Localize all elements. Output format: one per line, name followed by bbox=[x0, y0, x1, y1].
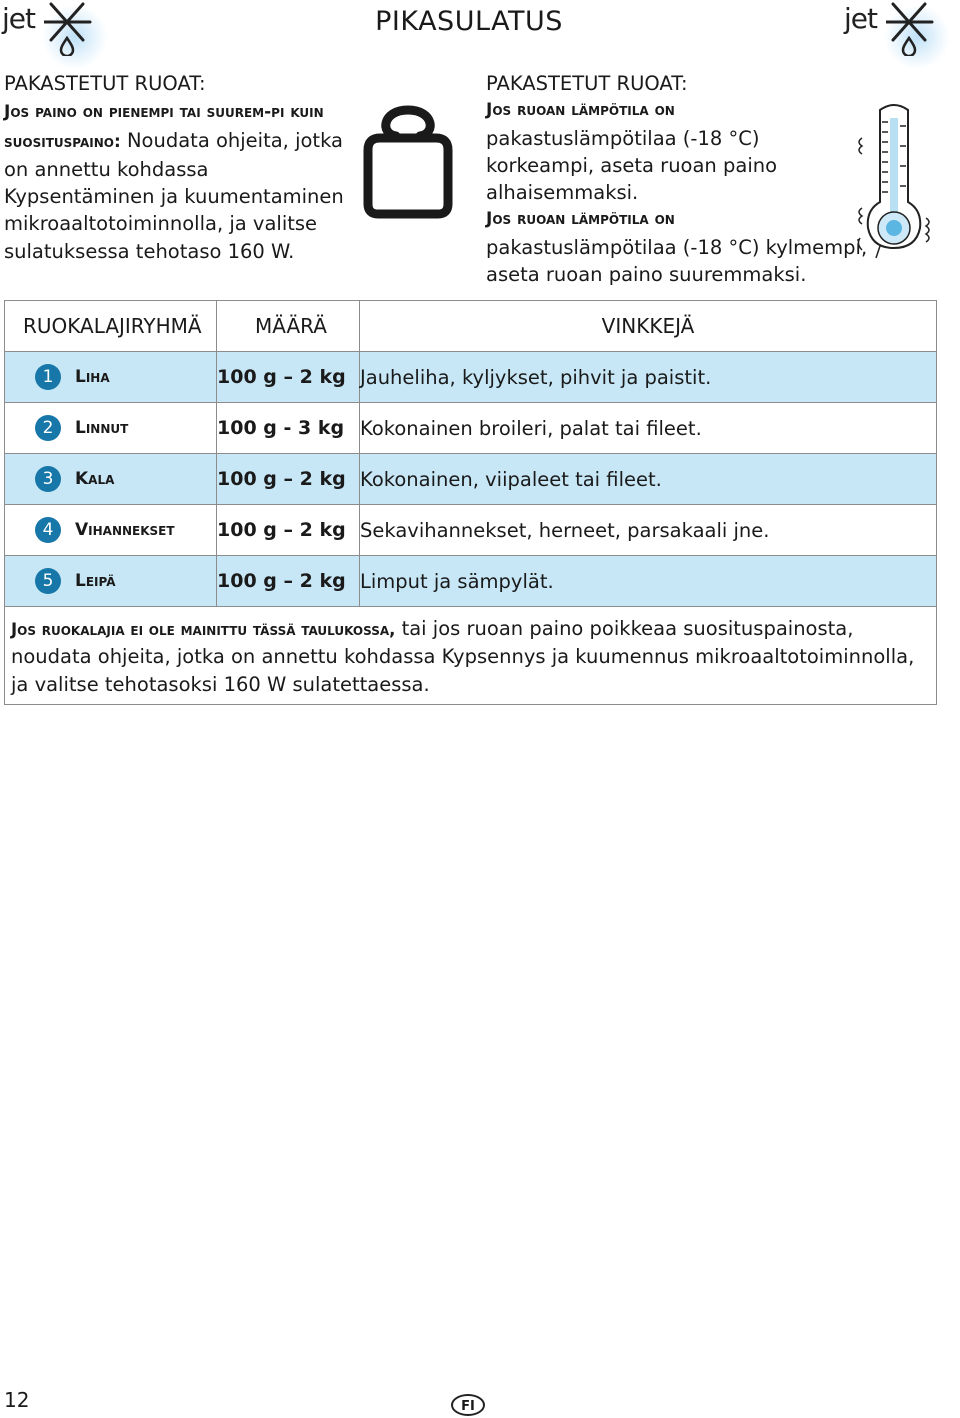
intro-right bbox=[486, 70, 871, 288]
row-tips: Kokonainen, viipaleet tai fileet. bbox=[360, 467, 662, 491]
intro-right-lead-2: Jos ruoan lämpötila on bbox=[486, 209, 675, 230]
header-group: RUOKALAJIRYHMÄ bbox=[5, 301, 217, 352]
page-title: PIKASULATUS bbox=[375, 6, 563, 37]
intro-left-heading: PAKASTETUT RUOAT: bbox=[4, 72, 206, 95]
row-number-badge: 5 bbox=[35, 568, 61, 594]
row-group: Kala bbox=[75, 469, 115, 489]
header-tips: VINKKEJÄ bbox=[360, 301, 937, 352]
brand-logo-text: jet bbox=[844, 2, 877, 35]
intro-right-lead-1: Jos ruoan lämpötila on bbox=[486, 100, 675, 121]
row-amount: 100 g - 3 kg bbox=[217, 417, 345, 439]
row-amount: 100 g – 2 kg bbox=[217, 519, 346, 541]
table-header-row bbox=[5, 301, 937, 352]
intro-left-lead: Jos paino on pienempi tai suurem-pi kuin suosituspaino: bbox=[4, 102, 324, 152]
table-note-body: tai jos ruoan paino poikkeaa suosituspainosta, noudata ohjeita, jotka on annettu kohdassa Kypsennys ja kuumennus mikroaaltotoiminnolla, ja valitse tehotasoksi 160 W sulatettaessa. bbox=[11, 617, 915, 696]
row-group: Liha bbox=[75, 367, 110, 387]
row-number-badge: 1 bbox=[35, 364, 61, 390]
intro-right-body-1: pakastuslämpötilaa (-18 °C) korkeampi, aseta ruoan paino alhaisemmaksi. bbox=[486, 126, 778, 205]
header-amount: MÄÄRÄ bbox=[217, 301, 360, 352]
intro-left bbox=[4, 70, 349, 265]
food-table bbox=[4, 300, 937, 705]
brand-logo-text: jet bbox=[2, 2, 35, 35]
intro-right-heading: PAKASTETUT RUOAT: bbox=[486, 72, 688, 95]
intro-left-body: Noudata ohjeita, jotka on annettu kohdassa Kypsentäminen ja kuumentaminen mikroaaltotoiminnolla, ja valitse sulatuksessa tehotaso 160 W. bbox=[4, 128, 344, 263]
row-tips: Kokonainen broileri, palat tai fileet. bbox=[360, 416, 702, 440]
table-note-lead: Jos ruokalajia ei ole mainittu tässä taulukossa, bbox=[11, 620, 396, 639]
row-amount: 100 g – 2 kg bbox=[217, 570, 346, 592]
page-number: 12 bbox=[4, 1388, 30, 1412]
row-tips: Limput ja sämpylät. bbox=[360, 569, 554, 593]
table-note bbox=[5, 607, 937, 705]
row-tips: Sekavihannekset, herneet, parsakaali jne. bbox=[360, 518, 770, 542]
table-row bbox=[5, 352, 937, 403]
thermometer-icon bbox=[856, 98, 938, 264]
row-group: Leipä bbox=[75, 571, 116, 591]
row-group: Linnut bbox=[75, 418, 129, 438]
intro-right-body-2: pakastuslämpötilaa (-18 °C) kylmempi, aseta ruoan paino suuremmaksi. bbox=[486, 235, 868, 287]
table-row bbox=[5, 403, 937, 454]
row-number-badge: 4 bbox=[35, 517, 61, 543]
row-amount: 100 g – 2 kg bbox=[217, 468, 346, 490]
table-row bbox=[5, 454, 937, 505]
row-tips: Jauheliha, kyljykset, pihvit ja paistit. bbox=[360, 365, 712, 389]
table-row bbox=[5, 556, 937, 607]
row-amount: 100 g – 2 kg bbox=[217, 366, 346, 388]
row-number-badge: 3 bbox=[35, 466, 61, 492]
row-group: Vihannekset bbox=[75, 520, 175, 540]
table-row bbox=[5, 505, 937, 556]
weight-icon bbox=[360, 104, 456, 220]
row-number-badge: 2 bbox=[35, 415, 61, 441]
table-note-row bbox=[5, 607, 937, 705]
language-badge: FI bbox=[451, 1394, 485, 1416]
